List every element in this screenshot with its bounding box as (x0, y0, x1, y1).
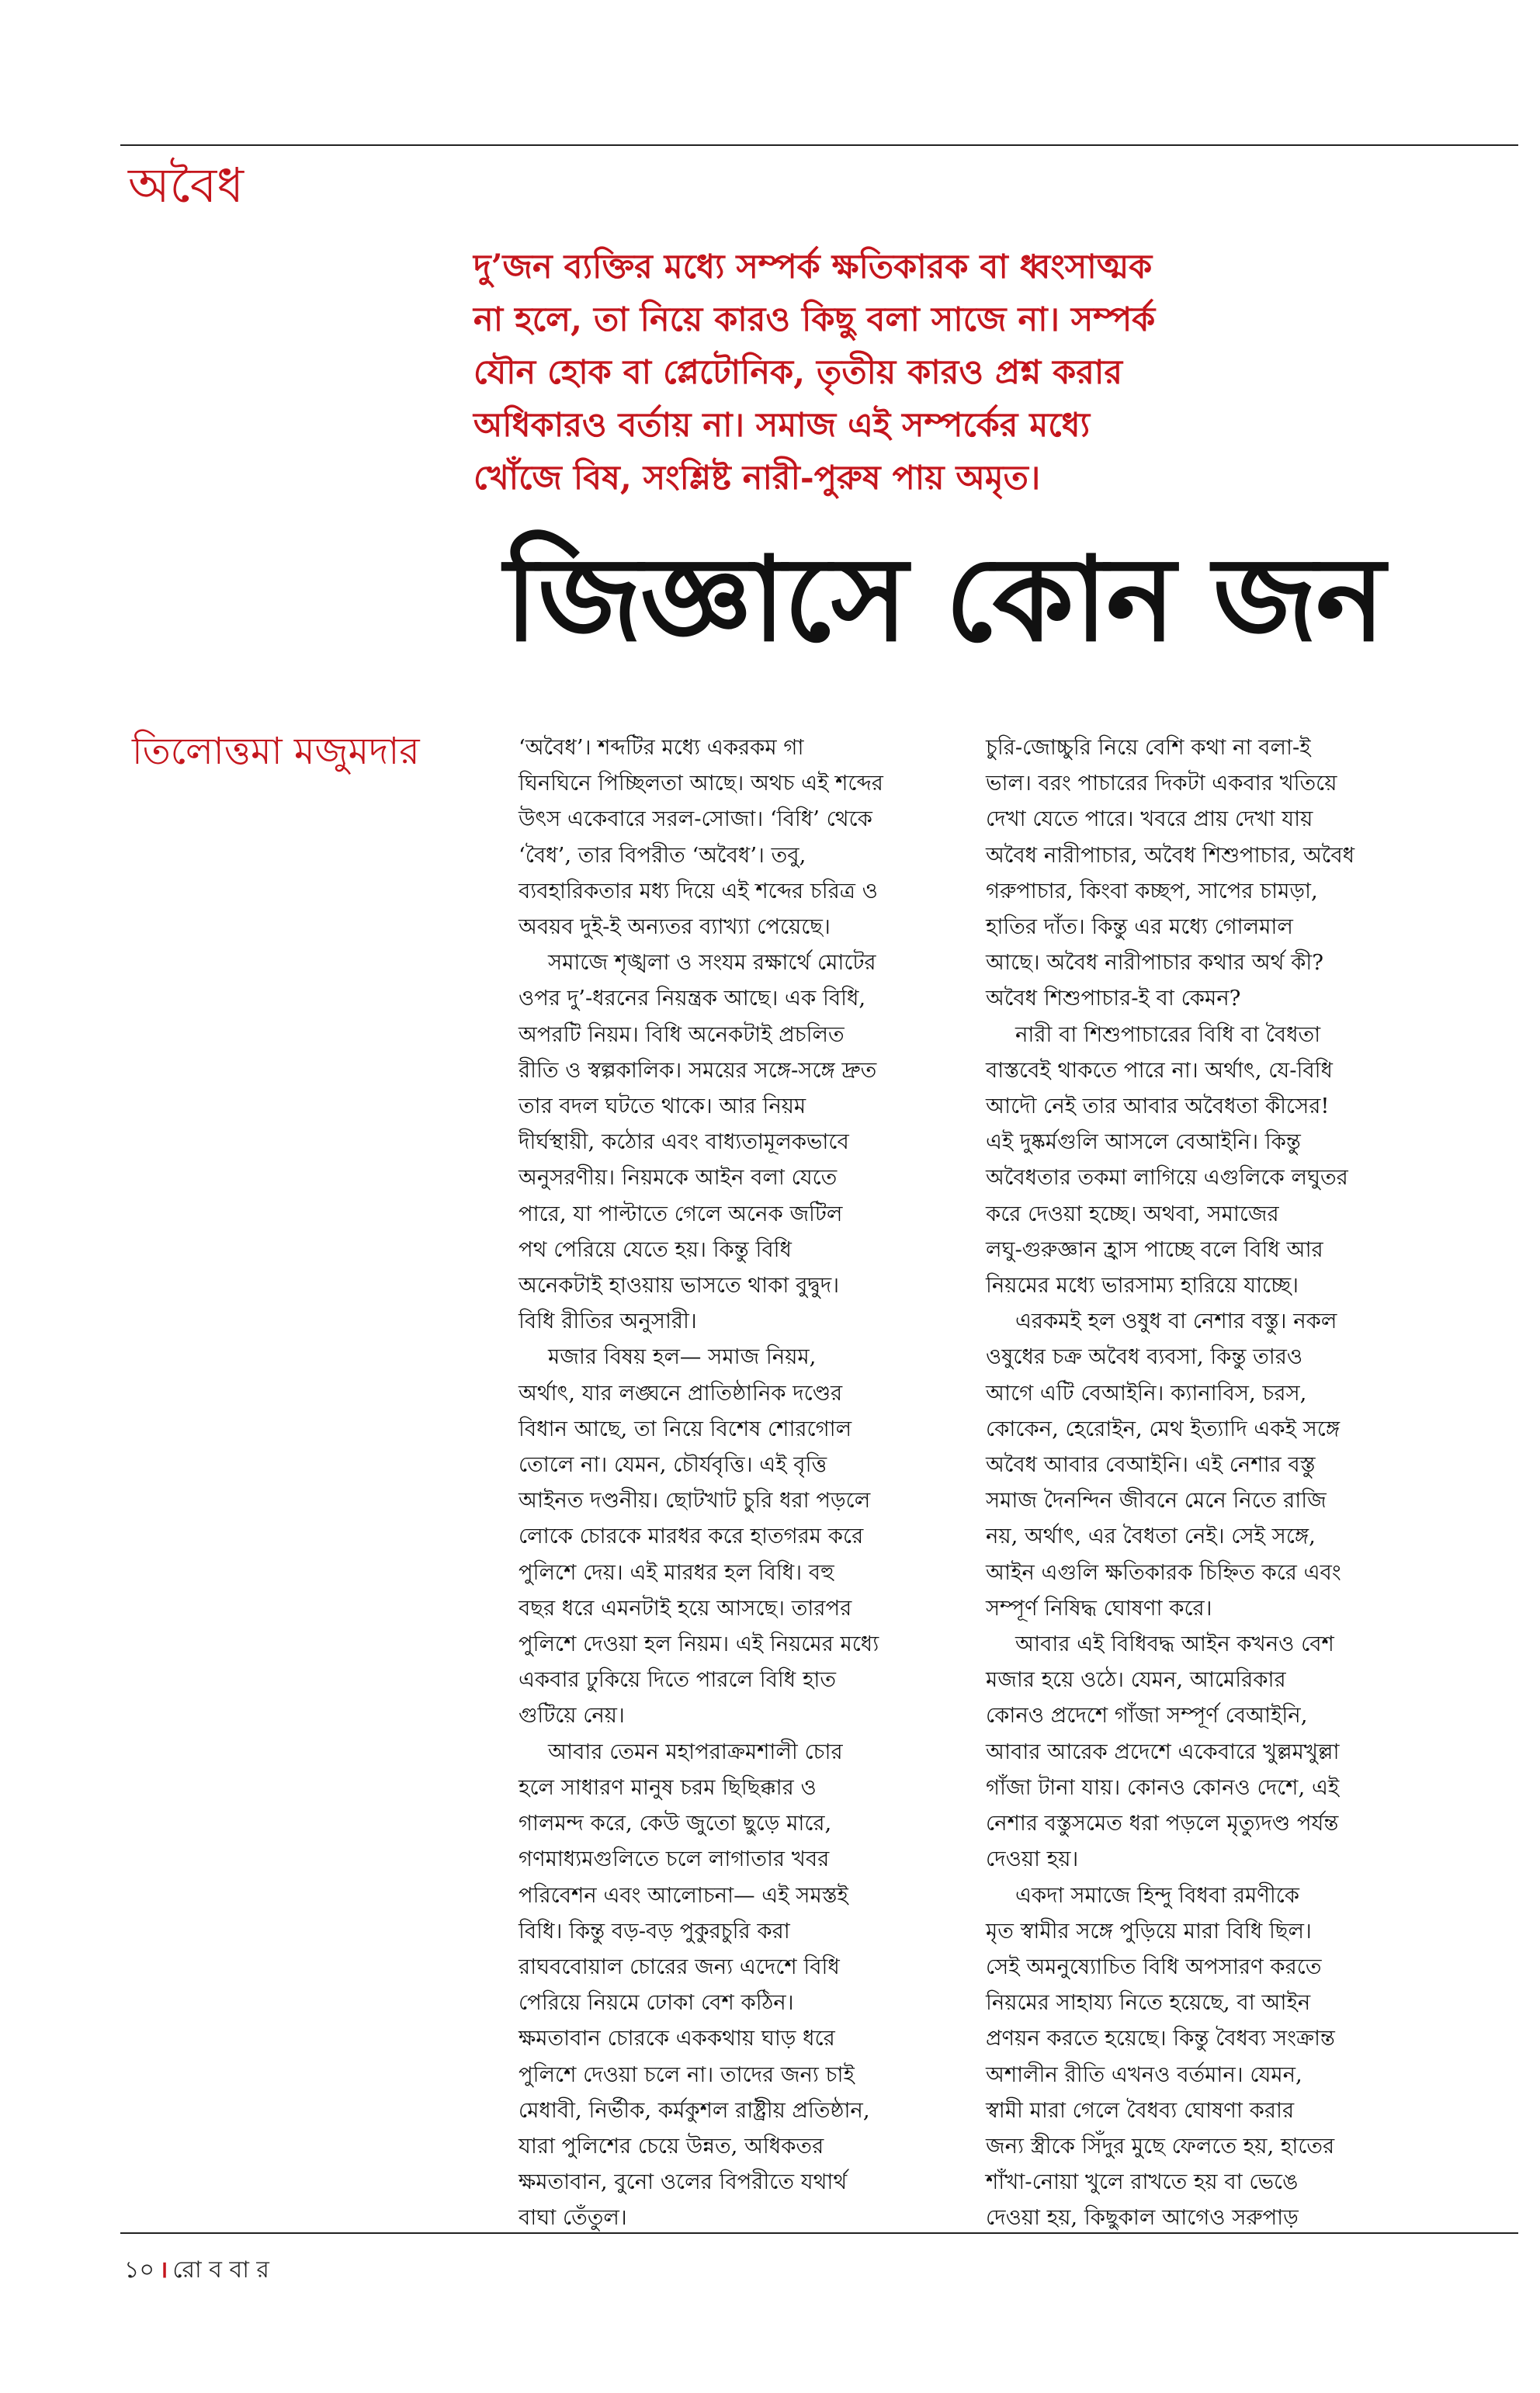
body-text-line: দেওয়া হয়, কিছুকাল আগেও সরুপাড় (986, 2205, 1299, 2231)
body-text-line: আবার তেমন মহাপরাক্রমশালী চোর (548, 1739, 843, 1764)
body-text-line: গাঁজা টানা যায়। কোনও কোনও দেশে, এই (986, 1774, 1340, 1800)
body-text-line: ঘিনঘিনে পিচ্ছিলতা আছে। অথচ এই শব্দের (519, 771, 883, 796)
body-text-line: মজার বিষয় হল— সমাজ নিয়ম, (548, 1344, 817, 1370)
body-text-line: পেরিয়ে নিয়মে ঢোকা বেশ কঠিন। (519, 1990, 794, 2016)
body-text-line: বাস্তবেই থাকতে পারে না। অর্থাৎ, যে-বিধি (986, 1057, 1333, 1083)
body-text-line: একবার ঢুকিয়ে দিতে পারলে বিধি হাত (519, 1667, 837, 1693)
body-text-line: দীর্ঘস্থায়ী, কঠোর এবং বাধ্যতামূলকভাবে (519, 1129, 849, 1155)
body-text-line: সেই অমনুষ্যোচিত বিধি অপসারণ করতে (986, 1954, 1322, 1979)
standfirst-line: অধিকারও বর্তায় না। সমাজ এই সম্পর্কের মধ্যে (473, 406, 1091, 445)
body-text-line: গরুপাচার, কিংবা কচ্ছপ, সাপের চামড়া, (986, 878, 1318, 903)
body-text-line: ক্ষমতাবান, বুনো ওলের বিপরীতে যথার্থ (519, 2169, 848, 2195)
body-text-line: কোনও প্রদেশে গাঁজা সম্পূর্ণ বেআইনি, (986, 1703, 1308, 1729)
byline: তিলোত্তমা মজুমদার (132, 730, 420, 773)
body-text-line: শাঁখা-নোয়া খুলে রাখতে হয় বা ভেঙে (986, 2169, 1299, 2195)
body-text-line: উৎস একেবারে সরল-সোজা। ‘বিধি’ থেকে (519, 806, 872, 832)
body-text-line: নিয়মের মধ্যে ভারসাম্য হারিয়ে যাচ্ছে। (986, 1273, 1299, 1299)
body-text-line: হলে সাধারণ মানুষ চরম ছিছিক্কার ও (519, 1774, 817, 1800)
body-text-line: আইনত দণ্ডনীয়। ছোটখাট চুরি ধরা পড়লে (519, 1488, 871, 1514)
body-text-line: সম্পূর্ণ নিষিদ্ধ ঘোষণা করে। (986, 1595, 1212, 1621)
body-text-line: মজার হয়ে ওঠে। যেমন, আমেরিকার (986, 1667, 1286, 1693)
body-text-line: পুলিশে দেয়। এই মারধর হল বিধি। বহু (519, 1559, 834, 1585)
body-text-line: বিধি রীতির অনুসারী। (519, 1309, 697, 1334)
body-text-line: লোকে চোরকে মারধর করে হাতগরম করে (519, 1524, 864, 1549)
bottom-rule (120, 2232, 1518, 2234)
standfirst-line: দু’জন ব্যক্তির মধ্যে সম্পর্ক ক্ষতিকারক বা ধ্বংসাত্মক (473, 248, 1153, 286)
body-text-line: আছে। অবৈধ নারীপাচার কথার অর্থ কী? (986, 950, 1324, 976)
body-text-line: অশালীন রীতি এখনও বর্তমান। যেমন, (986, 2062, 1302, 2087)
body-text-line: আগে এটি বেআইনি। ক্যানাবিস, চরস, (986, 1380, 1307, 1406)
body-text-line: একদা সমাজে হিন্দু বিধবা রমণীকে (1015, 1882, 1300, 1908)
body-text-line: কোকেন, হেরোইন, মেথ ইত্যাদি একই সঙ্গে (986, 1416, 1341, 1441)
page-footer (124, 2251, 269, 2291)
body-text-line: জন্য স্ত্রীকে সিঁদুর মুছে ফেলতে হয়, হাতের (986, 2133, 1335, 2159)
standfirst-line: খোঁজে বিষ, সংশ্লিষ্ট নারী-পুরুষ পায় অমৃত। (473, 459, 1041, 498)
body-text-line: এরকমই হল ওষুধ বা নেশার বস্তু। নকল (1015, 1309, 1337, 1334)
body-text-line: মৃত স্বামীর সঙ্গে পুড়িয়ে মারা বিধি ছিল। (986, 1918, 1312, 1944)
body-text-line: ওপর দু’-ধরনের নিয়ন্ত্রক আছে। এক বিধি, (519, 986, 866, 1011)
body-text-line: বিধি। কিন্তু বড়-বড় পুকুরচুরি করা (519, 1918, 790, 1944)
body-text-line: আবার আরেক প্রদেশে একেবারে খুল্লমখুল্লা (986, 1739, 1340, 1764)
body-text-line: সমাজে শৃঙ্খলা ও সংযম রক্ষার্থে মোটের (548, 950, 876, 976)
body-text-line: ক্ষমতাবান চোরকে এককথায় ঘাড় ধরে (519, 2026, 835, 2051)
body-text-line: অবৈধতার তকমা লাগিয়ে এগুলিকে লঘুতর (986, 1165, 1348, 1191)
body-text-line: অবয়ব দুই-ই অন্যতর ব্যাখ্যা পেয়েছে। (519, 914, 831, 940)
body-text-line: নয়, অর্থাৎ, এর বৈধতা নেই। সেই সঙ্গে, (986, 1524, 1316, 1549)
body-text-line: নারী বা শিশুপাচারের বিধি বা বৈধতা (1015, 1021, 1321, 1047)
body-text-line: রাঘববোয়াল চোরের জন্য এদেশে বিধি (519, 1954, 840, 1979)
standfirst-line: না হলে, তা নিয়ে কারও কিছু বলা সাজে না। সম্পর্ক (473, 300, 1156, 339)
body-text-line: অনেকটাই হাওয়ায় ভাসতে থাকা বুদ্বুদ। (519, 1273, 840, 1299)
body-text-line: অপরটি নিয়ম। বিধি অনেকটাই প্রচলিত (519, 1021, 845, 1047)
standfirst-line: যৌন হোক বা প্লেটোনিক, তৃতীয় কারও প্রশ্ন করার (473, 353, 1122, 392)
body-text-line: বাঘা তেঁতুল। (519, 2205, 627, 2231)
body-text-line: অর্থাৎ, যার লঙ্ঘনে প্রাতিষ্ঠানিক দণ্ডের (519, 1380, 843, 1406)
body-text-line: এই দুষ্কর্মগুলি আসলে বেআইনি। কিন্তু (986, 1129, 1301, 1155)
body-text-line: পারে, যা পাল্টাতে গেলে অনেক জটিল (519, 1201, 843, 1226)
body-text-line: পুলিশে দেওয়া হল নিয়ম। এই নিয়মের মধ্যে (519, 1632, 879, 1657)
body-text-line: নিয়মের সাহায্য নিতে হয়েছে, বা আইন (986, 1990, 1311, 2016)
body-text-line: যারা পুলিশের চেয়ে উন্নত, অধিকতর (519, 2133, 824, 2159)
body-text-line: ওষুধের চক্র অবৈধ ব্যবসা, কিন্তু তারও (986, 1344, 1303, 1370)
body-text-line: তার বদল ঘটতে থাকে। আর নিয়ম (519, 1094, 806, 1119)
body-text-line: ভাল। বরং পাচারের দিকটা একবার খতিয়ে (986, 771, 1337, 796)
body-text-line: ‘অবৈধ’। শব্দটির মধ্যে একরকম গা (519, 735, 804, 760)
body-text-line: লঘু-গুরুজ্ঞান হ্রাস পাচ্ছে বলে বিধি আর (986, 1236, 1323, 1262)
body-text-line: বিধান আছে, তা নিয়ে বিশেষ শোরগোল (519, 1416, 852, 1441)
footer-separator: । (158, 2256, 168, 2284)
body-text-line: বছর ধরে এমনটাই হয়ে আসছে। তারপর (519, 1595, 852, 1621)
body-text-line: তোলে না। যেমন, চৌর্যবৃত্তি। এই বৃত্তি (519, 1452, 827, 1478)
body-text-line: করে দেওয়া হচ্ছে। অথবা, সমাজের (986, 1201, 1279, 1226)
article-column-1 (519, 730, 984, 2236)
body-text-line: স্বামী মারা গেলে বৈধব্য ঘোষণা করার (986, 2097, 1295, 2123)
body-text-line: সমাজ দৈনন্দিন জীবনে মেনে নিতে রাজি (986, 1488, 1327, 1514)
body-text-line: অবৈধ আবার বেআইনি। এই নেশার বস্তু (986, 1452, 1316, 1478)
body-text-line: পুলিশে দেওয়া চলে না। তাদের জন্য চাই (519, 2062, 855, 2087)
standfirst (473, 241, 1420, 505)
body-text-line: রীতি ও স্বল্পকালিক। সময়ের সঙ্গে-সঙ্গে দ্রুত (519, 1057, 877, 1083)
body-text-line: ব্যবহারিকতার মধ্য দিয়ে এই শব্দের চরিত্র ও (519, 878, 878, 903)
body-text-line: ‘বৈধ’, তার বিপরীত ‘অবৈধ’। তবু, (519, 842, 806, 868)
body-text-line: আবার এই বিধিবদ্ধ আইন কখনও বেশ (1015, 1632, 1334, 1657)
body-text-line: নেশার বস্তুসমেত ধরা পড়লে মৃত্যুদণ্ড পর্যন্ত (986, 1811, 1339, 1836)
page-number: ১০ (124, 2256, 154, 2284)
magazine-name: রো ব বা র (172, 2256, 269, 2284)
article-column-2 (986, 730, 1452, 2236)
body-text-line: অনুসরণীয়। নিয়মকে আইন বলা যেতে (519, 1165, 838, 1191)
body-text-line: গালমন্দ করে, কেউ জুতো ছুড়ে মারে, (519, 1811, 832, 1836)
body-text-line: পরিবেশন এবং আলোচনা— এই সমস্তই (519, 1882, 848, 1908)
headline: জিজ্ঞাসে কোন জন (505, 531, 1384, 668)
top-rule (120, 144, 1518, 146)
body-text-line: দেওয়া হয়। (986, 1847, 1079, 1872)
body-text-line: চুরি-জোচ্চুরি নিয়ে বেশি কথা না বলা-ই (986, 735, 1311, 760)
section-tag: অবৈধ (128, 157, 244, 213)
body-text-line: পথ পেরিয়ে যেতে হয়। কিন্তু বিধি (519, 1236, 792, 1262)
body-text-line: অবৈধ শিশুপাচার-ই বা কেমন? (986, 986, 1241, 1011)
body-text-line: গণমাধ্যমগুলিতে চলে লাগাতার খবর (519, 1847, 830, 1872)
body-text-line: মেধাবী, নির্ভীক, কর্মকুশল রাষ্ট্রীয় প্রতিষ্ঠান, (519, 2097, 870, 2123)
body-text-line: আইন এগুলি ক্ষতিকারক চিহ্নিত করে এবং (986, 1559, 1341, 1585)
body-text-line: গুটিয়ে নেয়। (519, 1703, 625, 1729)
body-text-line: আদৌ নেই তার আবার অবৈধতা কীসের! (986, 1094, 1330, 1119)
body-text-line: অবৈধ নারীপাচার, অবৈধ শিশুপাচার, অবৈধ (986, 842, 1355, 868)
body-text-line: প্রণয়ন করতে হয়েছে। কিন্তু বৈধব্য সংক্রান্ত (986, 2026, 1335, 2051)
body-text-line: হাতির দাঁত। কিন্তু এর মধ্যে গোলমাল (986, 914, 1293, 940)
body-text-line: দেখা যেতে পারে। খবরে প্রায় দেখা যায় (986, 806, 1313, 832)
